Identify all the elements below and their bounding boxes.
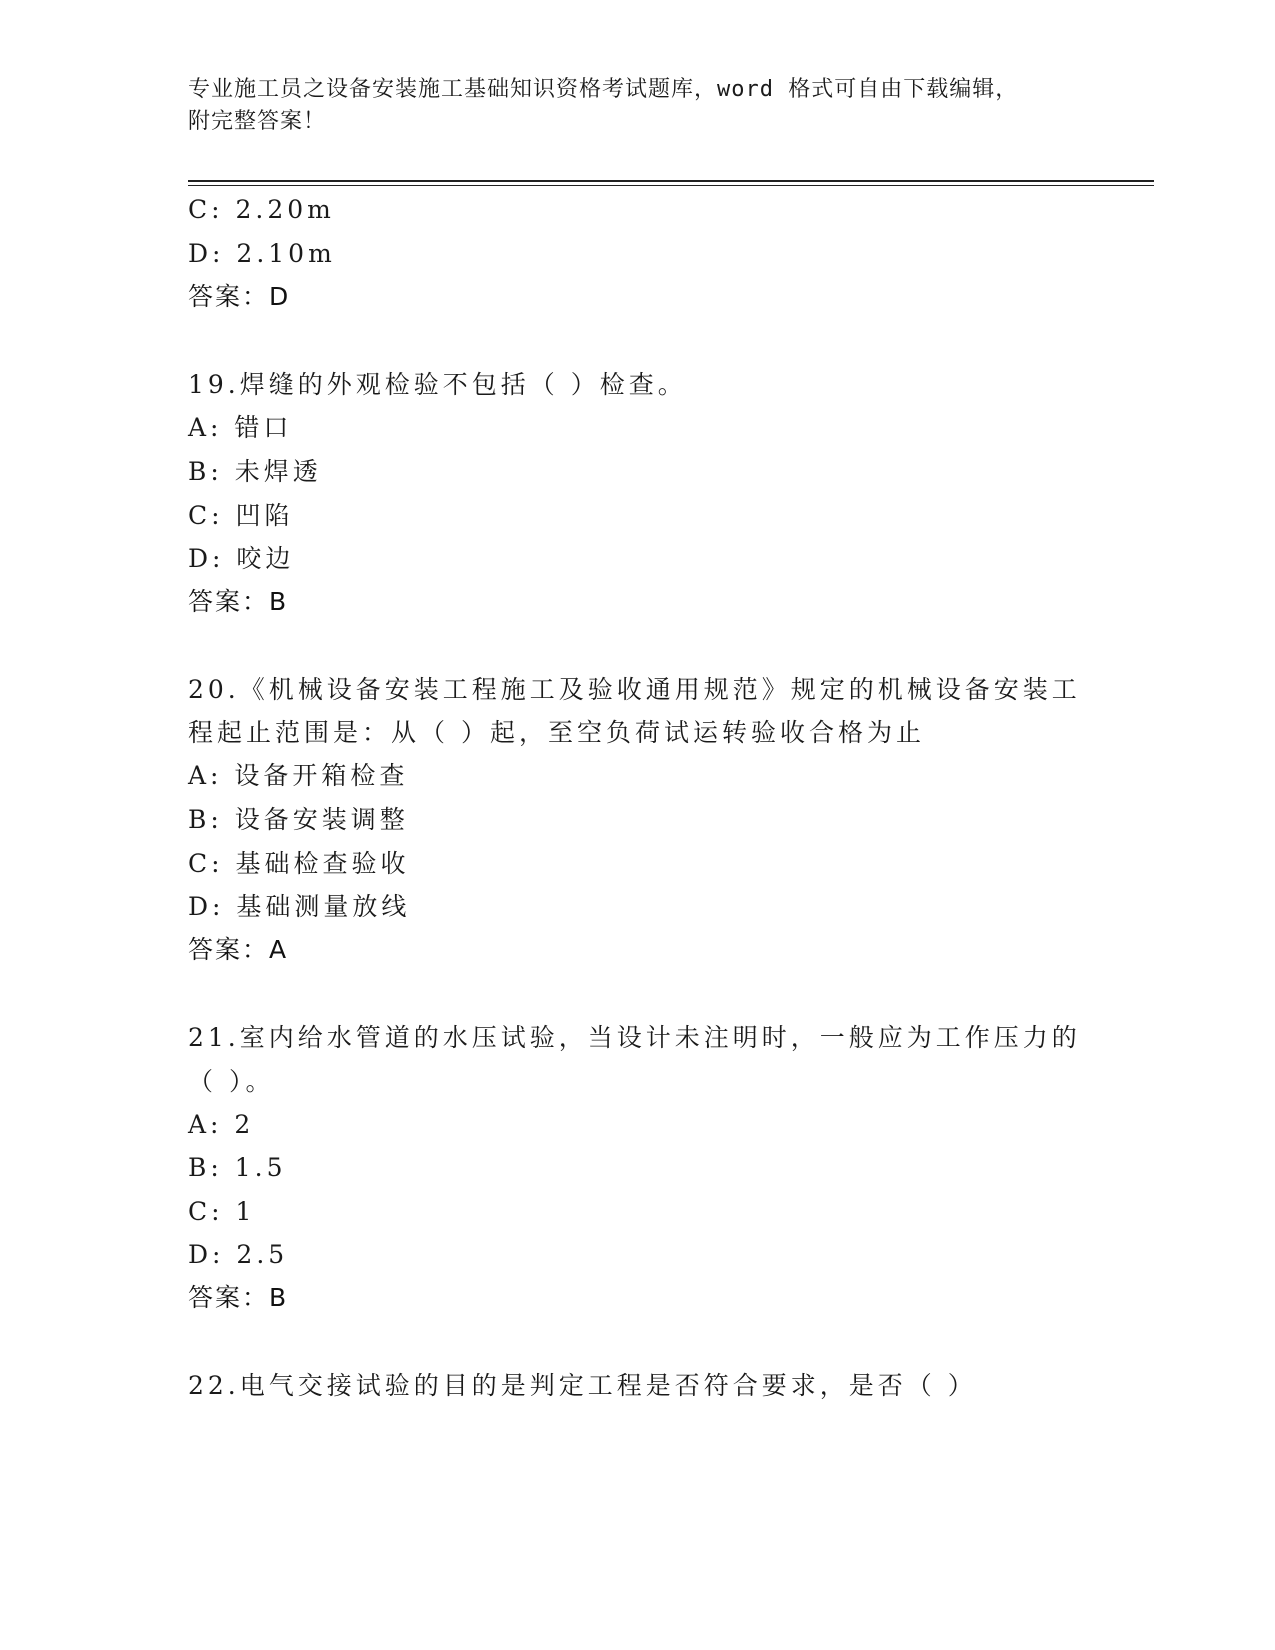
q20-stem-line-1: 20.《机械设备安装工程施工及验收通用规范》规定的机械设备安装工 — [188, 675, 1081, 704]
header-divider-thin — [188, 185, 1154, 186]
q19-option-a: A: 错口 — [188, 413, 293, 442]
document-header — [188, 74, 1088, 138]
q21-stem-line-1: 21.室内给水管道的水压试验，当设计未注明时，一般应为工作压力的 — [188, 1023, 1081, 1052]
q20-option-c: C: 基础检查验收 — [188, 849, 410, 878]
header-line-2: 附完整答案！ — [188, 109, 327, 134]
q18-option-c: C: 2.20m — [188, 195, 335, 224]
q20-answer: 答案：A — [188, 935, 289, 964]
q19-stem: 19.焊缝的外观检验不包括（ ）检查。 — [188, 370, 687, 399]
q19-answer: 答案：B — [188, 587, 289, 616]
q19-option-b: B: 未焊透 — [188, 457, 322, 486]
q21-option-c: C: 1 — [188, 1197, 256, 1226]
q21-option-d: D: 2.5 — [188, 1240, 289, 1269]
q21-option-a: A: 2 — [188, 1110, 255, 1139]
q21-option-b: B: 1.5 — [188, 1153, 287, 1182]
q20-option-b: B: 设备安装调整 — [188, 805, 409, 834]
q18-option-d: D: 2.10m — [188, 239, 336, 268]
q21-stem-line-2: （ ）。 — [188, 1067, 275, 1096]
header-divider-thick — [188, 180, 1154, 182]
q22-stem: 22.电气交接试验的目的是判定工程是否符合要求，是否（ ） — [188, 1371, 977, 1400]
q18-answer: 答案：D — [188, 282, 291, 311]
q19-option-d: D: 咬边 — [188, 544, 295, 573]
q20-stem-line-2: 程起止范围是：从（ ）起，至空负荷试运转验收合格为止 — [188, 718, 925, 747]
q19-option-c: C: 凹陷 — [188, 501, 294, 530]
q20-option-a: A: 设备开箱检查 — [188, 761, 409, 790]
header-line-1: 专业施工员之设备安装施工基础知识资格考试题库，word 格式可自由下载编辑， — [188, 77, 1019, 102]
q20-option-d: D: 基础测量放线 — [188, 892, 411, 921]
q21-answer: 答案：B — [188, 1283, 289, 1312]
